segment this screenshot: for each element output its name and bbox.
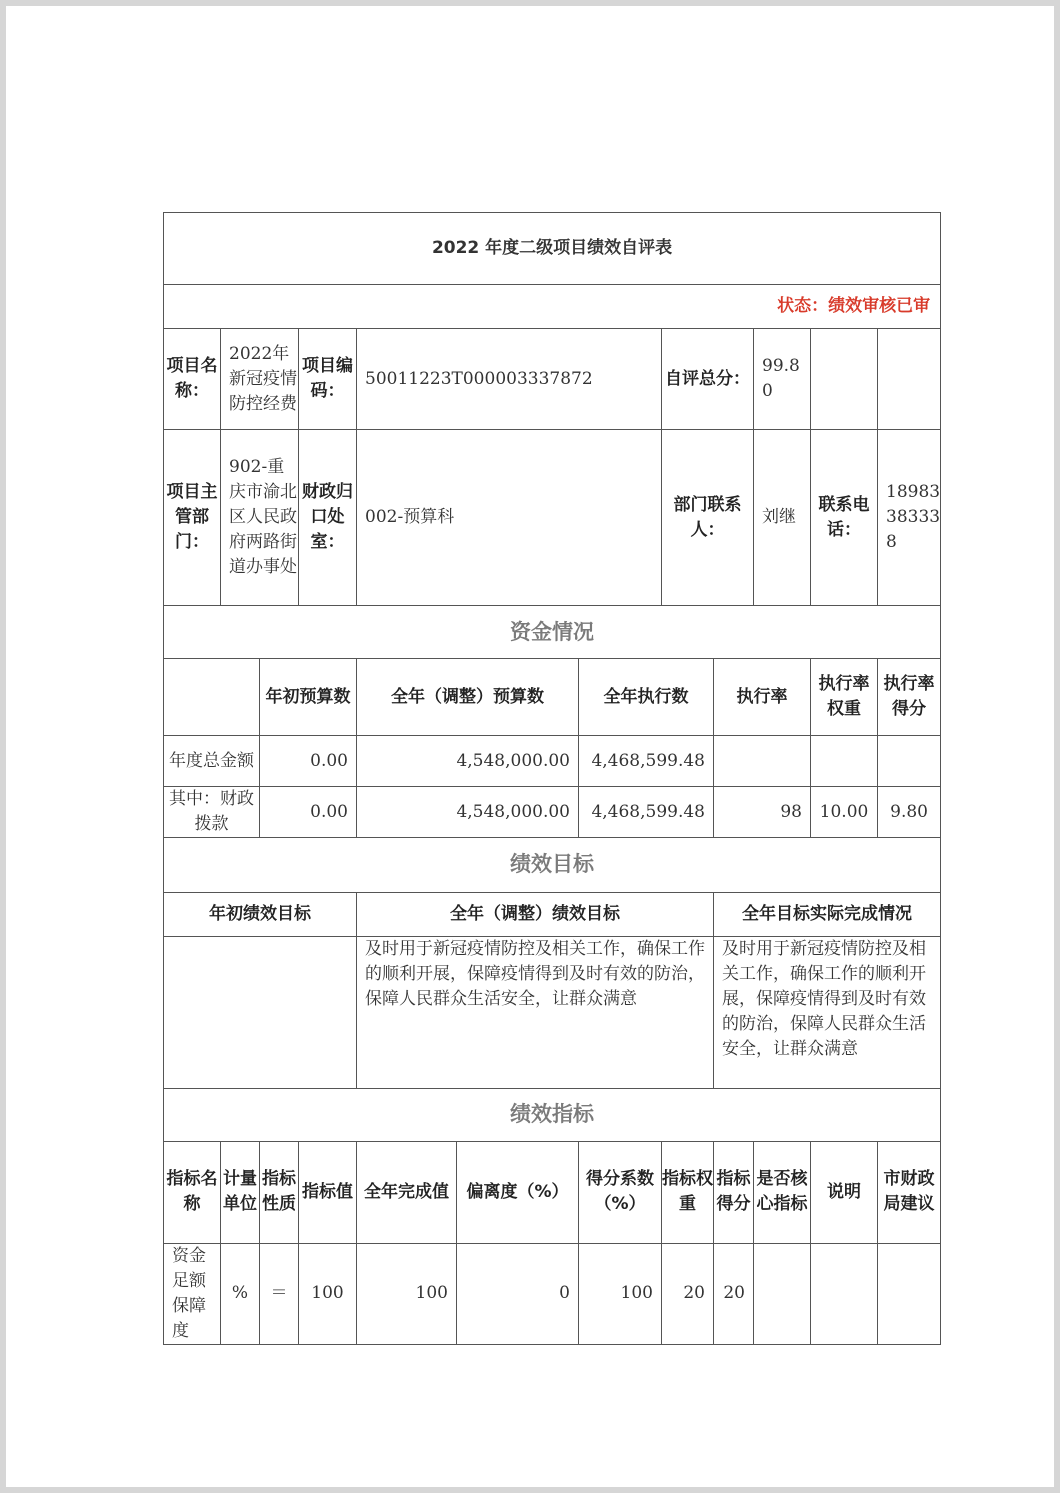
funds-rate: 98 (714, 787, 811, 838)
ind-weight: 20 (662, 1243, 714, 1344)
project-name-value: 2022年新冠疫情防控经费 (221, 329, 299, 430)
ind-header-nature: 指标性质 (260, 1141, 299, 1243)
ind-actual: 100 (357, 1243, 457, 1344)
ind-unit: % (221, 1243, 260, 1344)
ind-deviation: 0 (457, 1243, 579, 1344)
ind-header-advice: 市财政局建议 (878, 1141, 941, 1243)
self-score-label: 自评总分： (662, 329, 754, 430)
ind-score: 20 (714, 1243, 754, 1344)
funds-header-score: 执行率得分 (878, 659, 941, 736)
phone-value: 18983383338 (878, 430, 941, 606)
project-code-value: 50011223T000003337872 (357, 329, 662, 430)
funds-score (878, 736, 941, 787)
finance-office-value: 002-预算科 (357, 430, 662, 606)
funds-rate (714, 736, 811, 787)
ind-note (811, 1243, 878, 1344)
form-title: 2022 年度二级项目绩效自评表 (164, 213, 941, 285)
indicators-section-title: 绩效指标 (164, 1088, 941, 1141)
ind-target: 100 (299, 1243, 357, 1344)
ind-core (754, 1243, 811, 1344)
empty-cell (811, 329, 878, 430)
ind-header-actual: 全年完成值 (357, 1141, 457, 1243)
dept-label: 项目主管部门： (164, 430, 221, 606)
ind-header-core: 是否核心指标 (754, 1141, 811, 1243)
contact-value: 刘继 (754, 430, 811, 606)
funds-section-title: 资金情况 (164, 606, 941, 659)
status-badge: 状态：绩效审核已审 (164, 285, 941, 329)
funds-initial: 0.00 (260, 787, 357, 838)
document-page (6, 6, 1054, 1487)
project-name-label: 项目名称： (164, 329, 221, 430)
table-row (164, 736, 941, 787)
funds-header-executed: 全年执行数 (579, 659, 714, 736)
empty-cell (878, 329, 941, 430)
contact-label: 部门联系人： (662, 430, 754, 606)
goals-header-initial: 年初绩效目标 (164, 892, 357, 936)
funds-weight (811, 736, 878, 787)
goals-initial-text (164, 936, 357, 1088)
funds-weight: 10.00 (811, 787, 878, 838)
ind-header-coef: 得分系数（%） (579, 1141, 662, 1243)
table-row (164, 1243, 941, 1344)
ind-header-name: 指标名称 (164, 1141, 221, 1243)
funds-adjusted: 4,548,000.00 (357, 736, 579, 787)
ind-header-note: 说明 (811, 1141, 878, 1243)
ind-header-deviation: 偏离度（%） (457, 1141, 579, 1243)
funds-executed: 4,468,599.48 (579, 736, 714, 787)
funds-header-rate: 执行率 (714, 659, 811, 736)
funds-adjusted: 4,548,000.00 (357, 787, 579, 838)
ind-coef: 100 (579, 1243, 662, 1344)
self-evaluation-form (163, 212, 941, 1345)
funds-score: 9.80 (878, 787, 941, 838)
phone-label: 联系电话： (811, 430, 878, 606)
goals-actual-text: 及时用于新冠疫情防控及相关工作，确保工作的顺利开展，保障疫情得到及时有效的防治，保障人民群众生活安全，让群众满意 (714, 936, 941, 1088)
funds-initial: 0.00 (260, 736, 357, 787)
finance-office-label: 财政归口处室： (299, 430, 357, 606)
ind-header-unit: 计量单位 (221, 1141, 260, 1243)
funds-header-weight: 执行率权重 (811, 659, 878, 736)
dept-value: 902-重庆市渝北区人民政府两路街道办事处 (221, 430, 299, 606)
self-score-value: 99.80 (754, 329, 811, 430)
funds-header-initial: 年初预算数 (260, 659, 357, 736)
ind-header-weight: 指标权重 (662, 1141, 714, 1243)
goals-section-title: 绩效目标 (164, 838, 941, 892)
goals-adjusted-text: 及时用于新冠疫情防控及相关工作，确保工作的顺利开展，保障疫情得到及时有效的防治，保障人民群众生活安全，让群众满意 (357, 936, 714, 1088)
project-code-label: 项目编码： (299, 329, 357, 430)
ind-name: 资金足额保障度 (164, 1243, 221, 1344)
goals-header-adjusted: 全年（调整）绩效目标 (357, 892, 714, 936)
table-row (164, 787, 941, 838)
funds-row-label: 年度总金额 (164, 736, 260, 787)
ind-header-score: 指标得分 (714, 1141, 754, 1243)
ind-nature: ＝ (260, 1243, 299, 1344)
funds-header-adjusted: 全年（调整）预算数 (357, 659, 579, 736)
ind-advice (878, 1243, 941, 1344)
ind-header-target: 指标值 (299, 1141, 357, 1243)
funds-row-label: 其中：财政拨款 (164, 787, 260, 838)
funds-executed: 4,468,599.48 (579, 787, 714, 838)
empty-cell (164, 659, 260, 736)
goals-header-actual: 全年目标实际完成情况 (714, 892, 941, 936)
